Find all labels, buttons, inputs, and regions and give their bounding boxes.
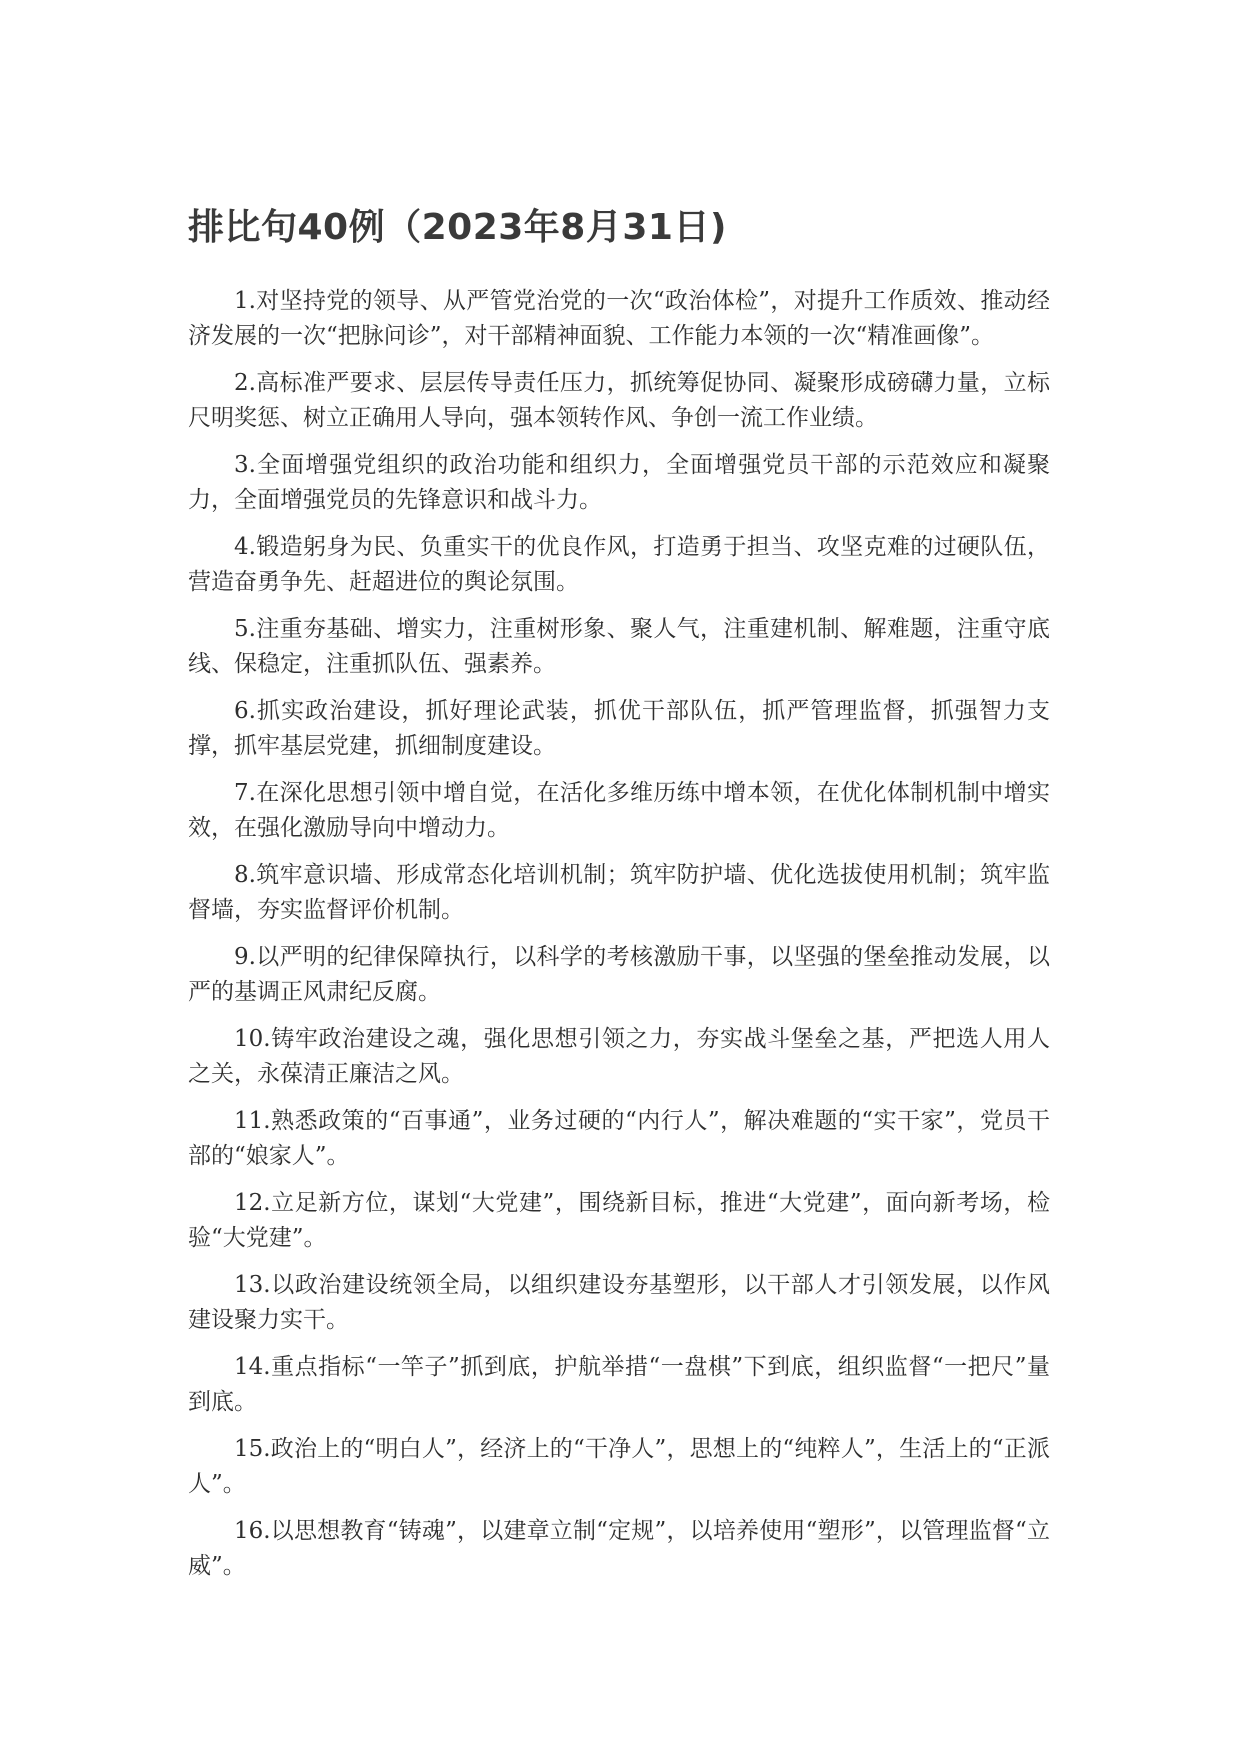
document-page — [188, 200, 1050, 1596]
list-item: 12.立足新方位，谋划“大党建”，围绕新目标，推进“大党建”，面向新考场，检验“大党建”。 — [188, 1190, 1050, 1251]
list-item: 14.重点指标“一竿子”抓到底，护航举措“一盘棋”下到底，组织监督“一把尺”量到底。 — [188, 1354, 1050, 1415]
list-item: 11.熟悉政策的“百事通”，业务过硬的“内行人”，解决难题的“实干家”，党员干部的“娘家人”。 — [188, 1108, 1050, 1169]
document-title: 排比句40例（2023年8月31日) — [188, 207, 727, 248]
list-item: 3.全面增强党组织的政治功能和组织力，全面增强党员干部的示范效应和凝聚力，全面增强党员的先锋意识和战斗力。 — [188, 452, 1050, 513]
list-item: 10.铸牢政治建设之魂，强化思想引领之力，夯实战斗堡垒之基，严把选人用人之关，永葆清正廉洁之风。 — [188, 1026, 1050, 1087]
list-item: 13.以政治建设统领全局，以组织建设夯基塑形，以干部人才引领发展，以作风建设聚力实干。 — [188, 1272, 1050, 1333]
list-item: 7.在深化思想引领中增自觉，在活化多维历练中增本领，在优化体制机制中增实效，在强化激励导向中增动力。 — [188, 780, 1050, 841]
list-item: 9.以严明的纪律保障执行，以科学的考核激励干事，以坚强的堡垒推动发展，以严的基调正风肃纪反腐。 — [188, 944, 1050, 1005]
list-item: 16.以思想教育“铸魂”，以建章立制“定规”，以培养使用“塑形”，以管理监督“立威”。 — [188, 1518, 1050, 1579]
list-item: 4.锻造躬身为民、负重实干的优良作风，打造勇于担当、攻坚克难的过硬队伍，营造奋勇争先、赶超进位的舆论氛围。 — [188, 534, 1050, 595]
list-item: 2.高标准严要求、层层传导责任压力，抓统筹促协同、凝聚形成磅礴力量，立标尺明奖惩、树立正确用人导向，强本领转作风、争创一流工作业绩。 — [188, 370, 1050, 431]
list-item: 1.对坚持党的领导、从严管党治党的一次“政治体检”，对提升工作质效、推动经济发展的一次“把脉问诊”，对干部精神面貌、工作能力本领的一次“精准画像”。 — [188, 288, 1050, 349]
item-list — [188, 284, 1050, 1584]
list-item: 5.注重夯基础、增实力，注重树形象、聚人气，注重建机制、解难题，注重守底线、保稳定，注重抓队伍、强素养。 — [188, 616, 1050, 677]
list-item: 8.筑牢意识墙、形成常态化培训机制；筑牢防护墙、优化选拔使用机制；筑牢监督墙，夯实监督评价机制。 — [188, 862, 1050, 923]
list-item: 6.抓实政治建设，抓好理论武装，抓优干部队伍，抓严管理监督，抓强智力支撑，抓牢基层党建，抓细制度建设。 — [188, 698, 1050, 759]
list-item: 15.政治上的“明白人”，经济上的“干净人”，思想上的“纯粹人”，生活上的“正派人”。 — [188, 1436, 1050, 1497]
